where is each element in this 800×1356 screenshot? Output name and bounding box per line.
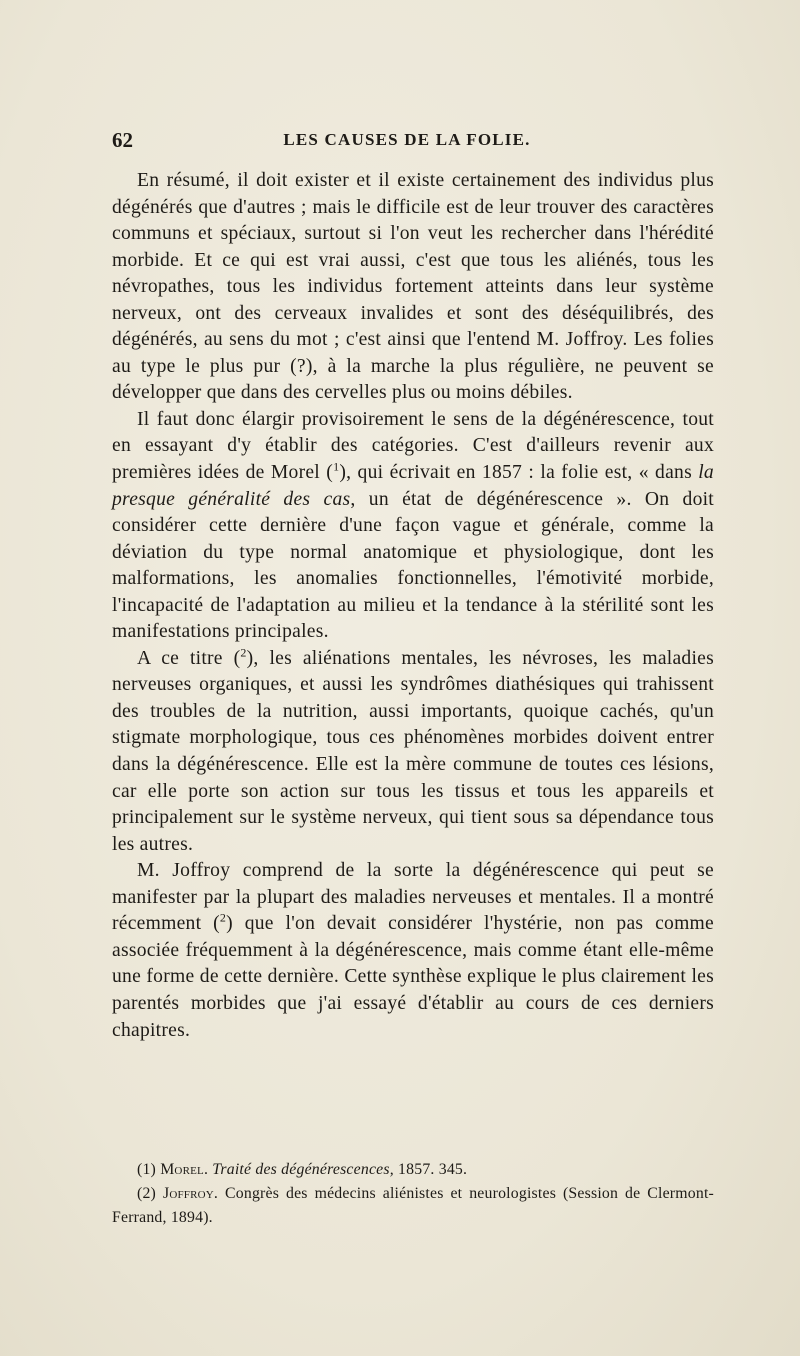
page-header: [112, 128, 712, 158]
paragraph-2-text-start: Il faut donc élargir provisoirement le sens de la dégénérescence, tout en essayant d'y établir des catégories. C'est d'ailleurs revenir aux premières idées de Morel (: [112, 408, 714, 484]
running-title: LES CAUSES DE LA FOLIE.: [283, 130, 531, 149]
paragraph-2-text-middle: ), qui écrivait en 1857 : la folie est, « dans: [339, 462, 699, 484]
paragraph-3-text-end: ), les aliénations mentales, les névroses, les maladies nerveuses organiques, et aussi les syndrômes diathésiques qui trahissent des troubles de la nutrition, aussi importants, quoique cachés, qu'un stigmate morphologique, tous ces phénomènes morbides doivent entrer dans la dégénérescence. Elle est la mère commune de toutes ces lésions, car elle porte son action sur tous les tissus et tous les appareils et principalement sur le système nerveux, qui tient sous sa dépendance tous les autres.: [112, 647, 714, 855]
footnote-ref-2: 2: [240, 645, 247, 660]
footnote-ref-1: 1: [333, 459, 340, 474]
paragraph-1: En résumé, il doit exister et il existe certainement des individus plus dégénérés que d'autres ; mais le difficile est de leur trouver des caractères communs et spéciaux, surtout si l'on veut les rechercher dans l'hérédité morbide. Et ce qui est vrai aussi, c'est que tous les aliénés, tous les névropathes, tous les individus fortement atteints dans leur système nerveux, ont des cerveaux invalides et sont des déséquilibrés, des dégénérés, au sens du mot ; c'est ainsi que l'entend M. Joffroy. Les folies au type le plus pur (?), à la marche la plus régulière, ne peuvent se développer que dans des cervelles plus ou moins débiles.: [112, 170, 714, 404]
paragraph-3-text-start: A ce titre (: [137, 647, 241, 669]
footnote-1-author: Morel.: [160, 1161, 209, 1178]
footnote-2-details: Congrès des médecins aliénistes et neurologistes (Session de Clermont-Ferrand, 1894).: [112, 1185, 714, 1226]
footnote-ref-2b: 2: [219, 910, 227, 925]
footnote-1-details: 1857. 345.: [398, 1161, 468, 1178]
footnote-1-number: (1): [137, 1161, 157, 1178]
page-number: 62: [112, 128, 133, 152]
paragraph-2-italic-phrase: la presque généralité des cas: [112, 462, 714, 510]
paragraph-3: [112, 646, 714, 858]
footnotes: [112, 1158, 714, 1230]
footnote-2-author: Joffroy.: [162, 1185, 219, 1202]
footnote-2-number: (2): [137, 1185, 157, 1202]
paragraph-2: [112, 407, 714, 646]
footnote-2: [112, 1182, 714, 1230]
paragraph-4: [112, 858, 714, 1044]
body-text: [112, 168, 714, 1044]
footnote-1-title: Traité des dégénérescences,: [212, 1161, 394, 1178]
paragraph-2-text-end: , un état de dégénérescence ». On doit considérer cette dernière d'une façon vague et générale, comme la déviation du type normal anatomique et physiologique, dont les malformations, les anomalies fonctionnelles, l'émotivité morbide, l'incapacité de l'adaptation au milieu et la tendance à la stérilité sont les manifestations principales.: [112, 488, 714, 643]
paragraph-4-text-start: M. Joffroy comprend de la sorte la dégénérescence qui peut se manifester par la plupart des maladies nerveuses et mentales. Il a montré récemment (: [112, 860, 714, 935]
footnote-1: [112, 1158, 714, 1182]
paragraph-4-text-end: ) que l'on devait considérer l'hystérie, non pas comme associée fréquemment à la dégénérescence, mais comme étant elle-même une forme de cette dernière. Cette synthèse explique le plus clairement les parentés morbides que j'ai essayé d'établir au cours de ces derniers chapitres.: [112, 913, 714, 1041]
